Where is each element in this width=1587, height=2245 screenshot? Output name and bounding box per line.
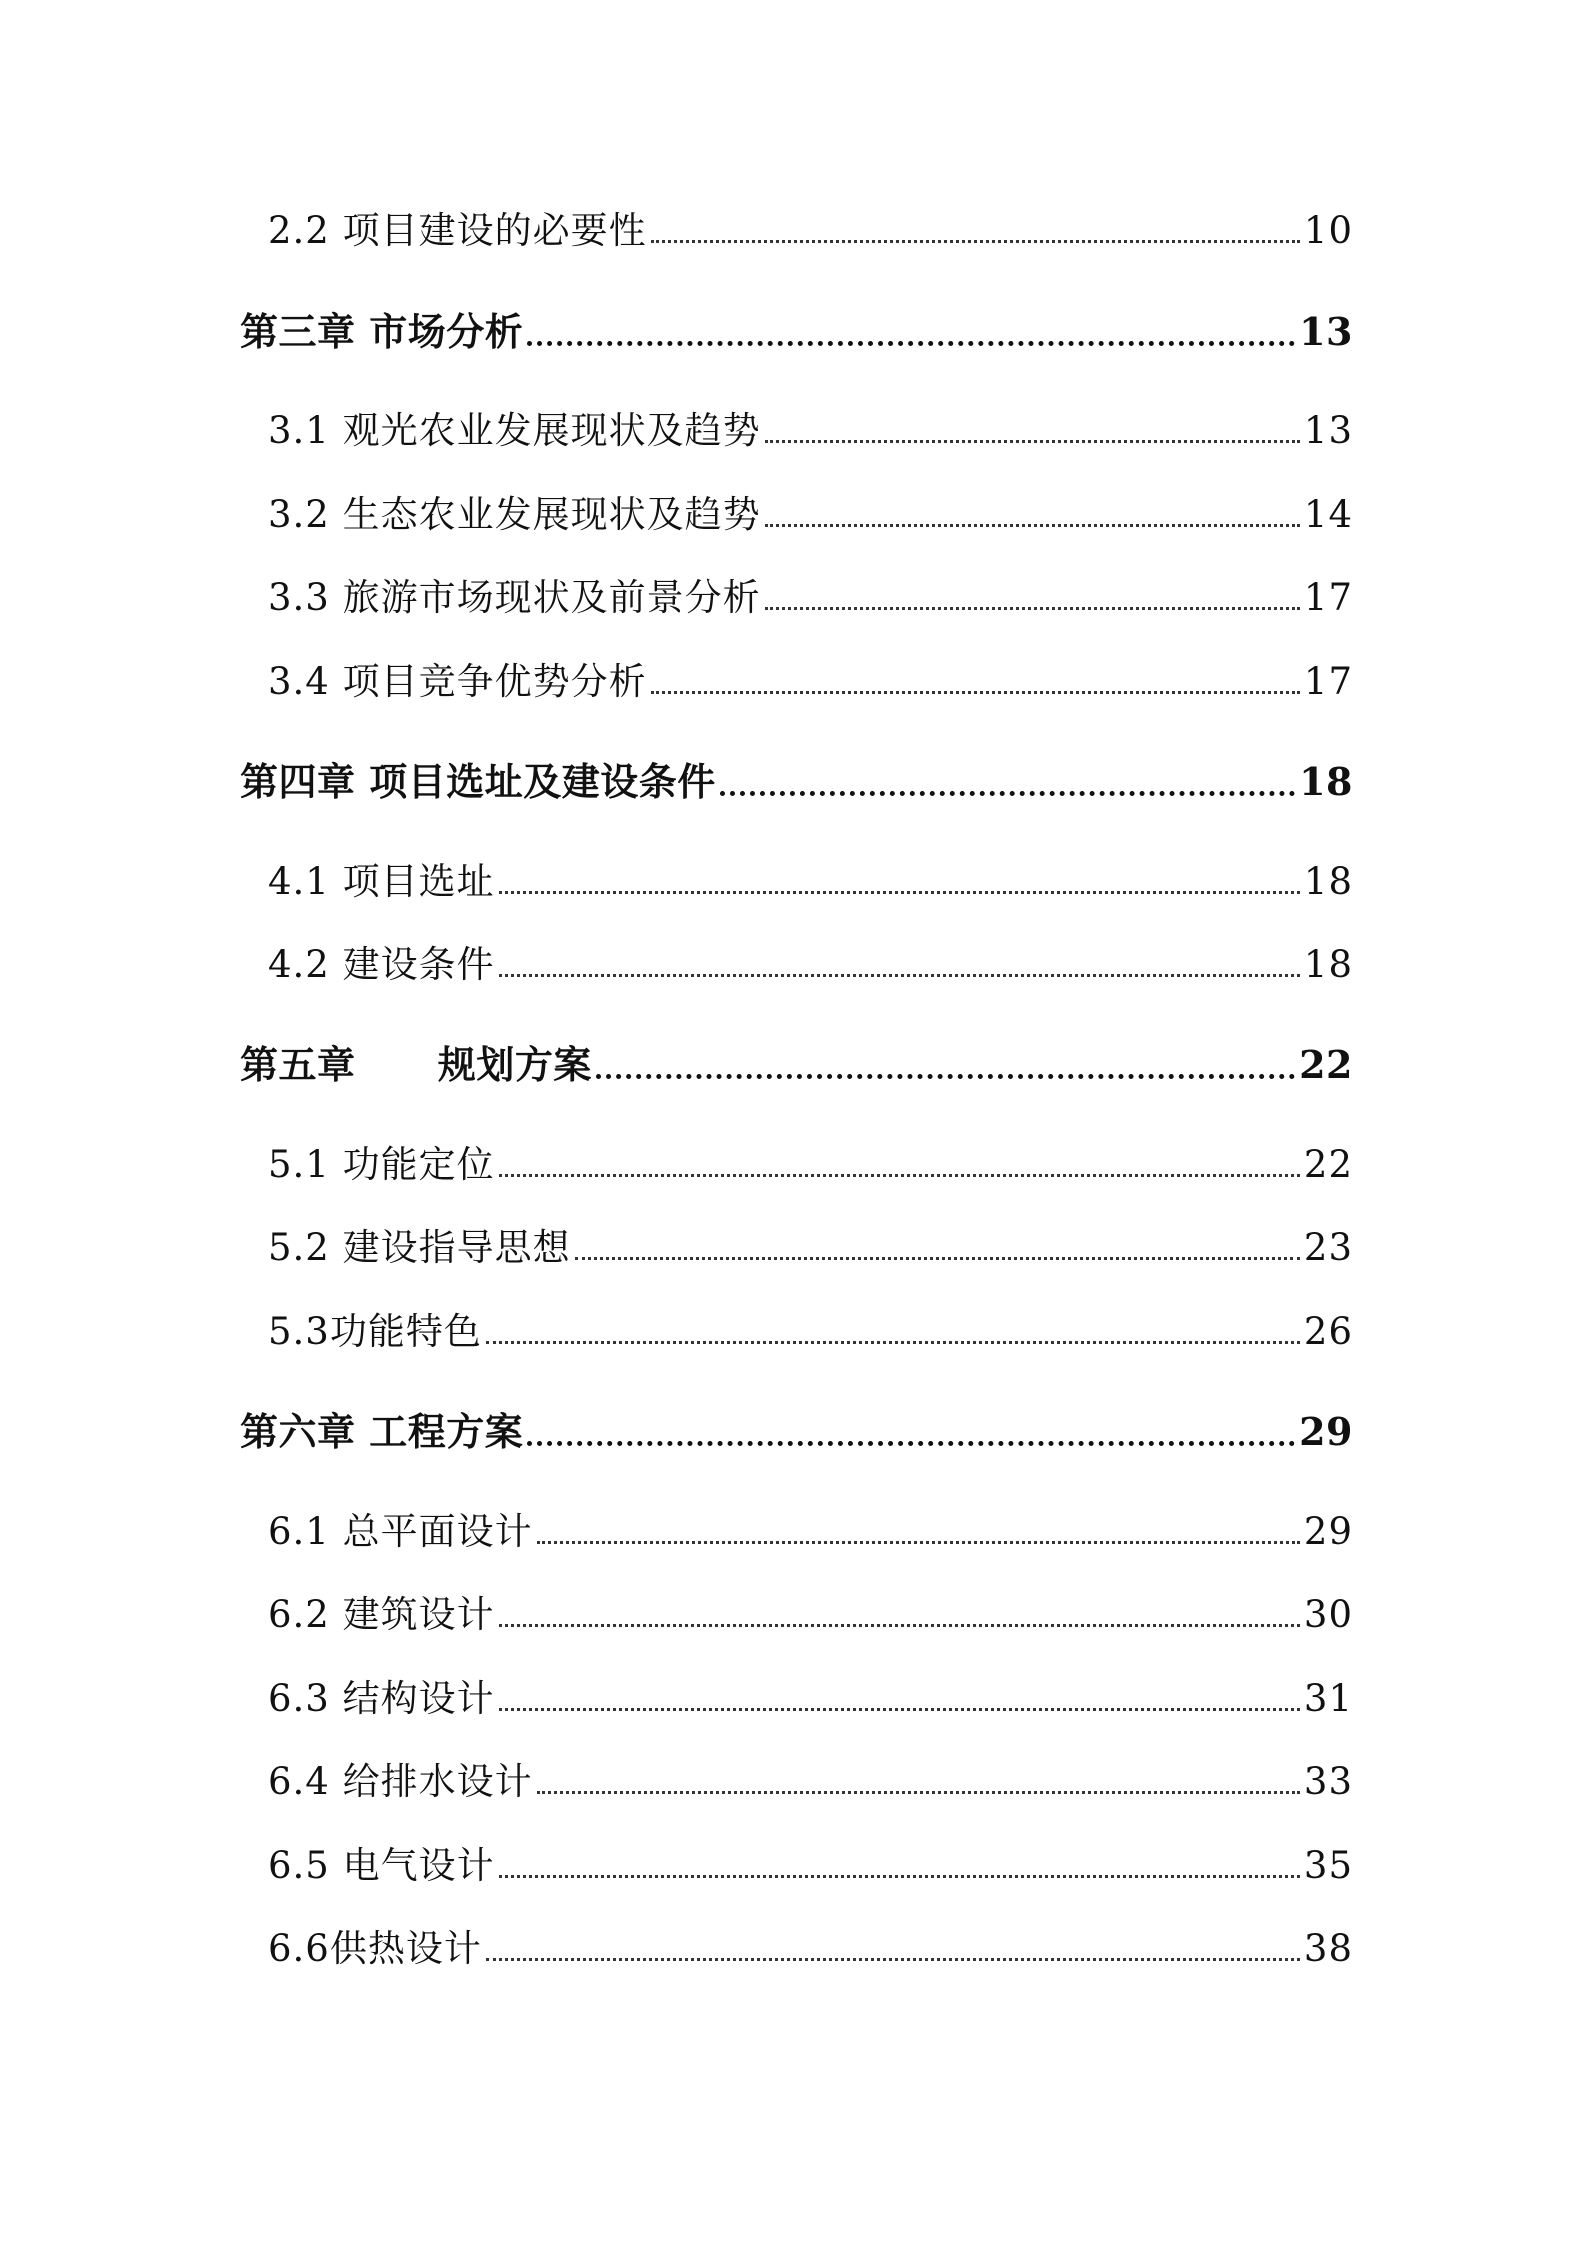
toc-section-5-3 (268, 1310, 1353, 1353)
toc-entry-page: 22 (1303, 1143, 1353, 1186)
toc-entry-title: 6.4 给排水设计 (268, 1760, 533, 1803)
dot-leader (499, 1875, 1300, 1878)
toc-entry-title: 4.1 项目选址 (268, 860, 495, 903)
dot-leader (486, 1958, 1300, 1961)
toc-entry-title: 第五章 规划方案 (240, 1042, 592, 1087)
toc-entry-title: 5.1 功能定位 (268, 1143, 495, 1186)
toc-entry-page: 14 (1303, 493, 1353, 536)
toc-entry-page: 26 (1303, 1310, 1353, 1353)
toc-entry-page: 38 (1303, 1927, 1353, 1970)
toc-entry-title: 6.3 结构设计 (268, 1677, 495, 1720)
toc-entry-page: 13 (1299, 309, 1353, 354)
toc-section-5-1 (268, 1143, 1353, 1186)
toc-section-3-4 (268, 660, 1353, 703)
dot-leader (575, 1257, 1300, 1260)
toc-section-6-1 (268, 1510, 1353, 1553)
toc-entry-title: 5.2 建设指导思想 (268, 1226, 571, 1269)
dot-leader (537, 1541, 1300, 1544)
toc-entry-page: 17 (1303, 576, 1353, 619)
toc-entry-title: 6.5 电气设计 (268, 1844, 495, 1887)
toc-entry-page: 29 (1299, 1409, 1353, 1454)
dot-leader (537, 1791, 1300, 1794)
toc-entry-page: 10 (1303, 209, 1353, 252)
toc-section-6-3 (268, 1677, 1353, 1720)
dot-leader (499, 1174, 1300, 1177)
toc-section-4-1 (268, 860, 1353, 903)
dot-leader (486, 1341, 1300, 1344)
toc-entry-page: 17 (1303, 660, 1353, 703)
dot-leader (499, 1624, 1300, 1627)
toc-section-6-2 (268, 1593, 1353, 1636)
toc-entry-page: 23 (1303, 1226, 1353, 1269)
dot-leader (499, 891, 1300, 894)
dot-leader (765, 440, 1300, 443)
dot-leader (527, 341, 1295, 346)
toc-chapter-5 (240, 1042, 1353, 1087)
toc-entry-title: 第三章 市场分析 (240, 309, 524, 354)
toc-entry-title: 4.2 建设条件 (268, 943, 495, 986)
toc-entry-page: 18 (1303, 860, 1353, 903)
toc-section-3-3 (268, 576, 1353, 619)
dot-leader (651, 691, 1300, 694)
toc-entry-page: 30 (1303, 1593, 1353, 1636)
toc-entry-title: 5.3功能特色 (268, 1310, 482, 1353)
toc-section-4-2 (268, 943, 1353, 986)
toc-section-3-1 (268, 409, 1353, 452)
toc-entry-title: 3.1 观光农业发展现状及趋势 (268, 409, 761, 452)
toc-entry-title: 2.2 项目建设的必要性 (268, 209, 647, 252)
toc-section-6-6 (268, 1927, 1353, 1970)
toc-entry-page: 35 (1303, 1844, 1353, 1887)
dot-leader (527, 1441, 1295, 1446)
toc-entry-title: 3.3 旅游市场现状及前景分析 (268, 576, 761, 619)
toc-entry-title: 6.1 总平面设计 (268, 1510, 533, 1553)
dot-leader (765, 607, 1300, 610)
toc-entry-page: 18 (1303, 943, 1353, 986)
toc-entry-title: 3.2 生态农业发展现状及趋势 (268, 493, 761, 536)
toc-chapter-3 (240, 309, 1353, 354)
toc-entry-page: 29 (1303, 1510, 1353, 1553)
toc-section-5-2 (268, 1226, 1353, 1269)
dot-leader (720, 791, 1295, 796)
toc-entry-title: 第四章 项目选址及建设条件 (240, 759, 716, 804)
toc-section-6-4 (268, 1760, 1353, 1803)
toc-entry-title: 3.4 项目竞争优势分析 (268, 660, 647, 703)
toc-entry-title: 6.2 建筑设计 (268, 1593, 495, 1636)
toc-section-6-5 (268, 1844, 1353, 1887)
toc-entry-title: 6.6供热设计 (268, 1927, 482, 1970)
toc-entry-page: 33 (1303, 1760, 1353, 1803)
dot-leader (596, 1074, 1295, 1079)
toc-entry-page: 13 (1303, 409, 1353, 452)
toc-entry-page: 18 (1299, 759, 1353, 804)
toc-section-3-2 (268, 493, 1353, 536)
toc-section-2-2 (268, 209, 1353, 252)
dot-leader (765, 524, 1300, 527)
toc-chapter-6 (240, 1409, 1353, 1454)
toc-entry-page: 22 (1299, 1042, 1353, 1087)
toc-entry-page: 31 (1303, 1677, 1353, 1720)
toc-entry-title: 第六章 工程方案 (240, 1409, 524, 1454)
dot-leader (499, 1708, 1300, 1711)
dot-leader (499, 974, 1300, 977)
dot-leader (651, 240, 1300, 243)
toc-chapter-4 (240, 759, 1353, 804)
